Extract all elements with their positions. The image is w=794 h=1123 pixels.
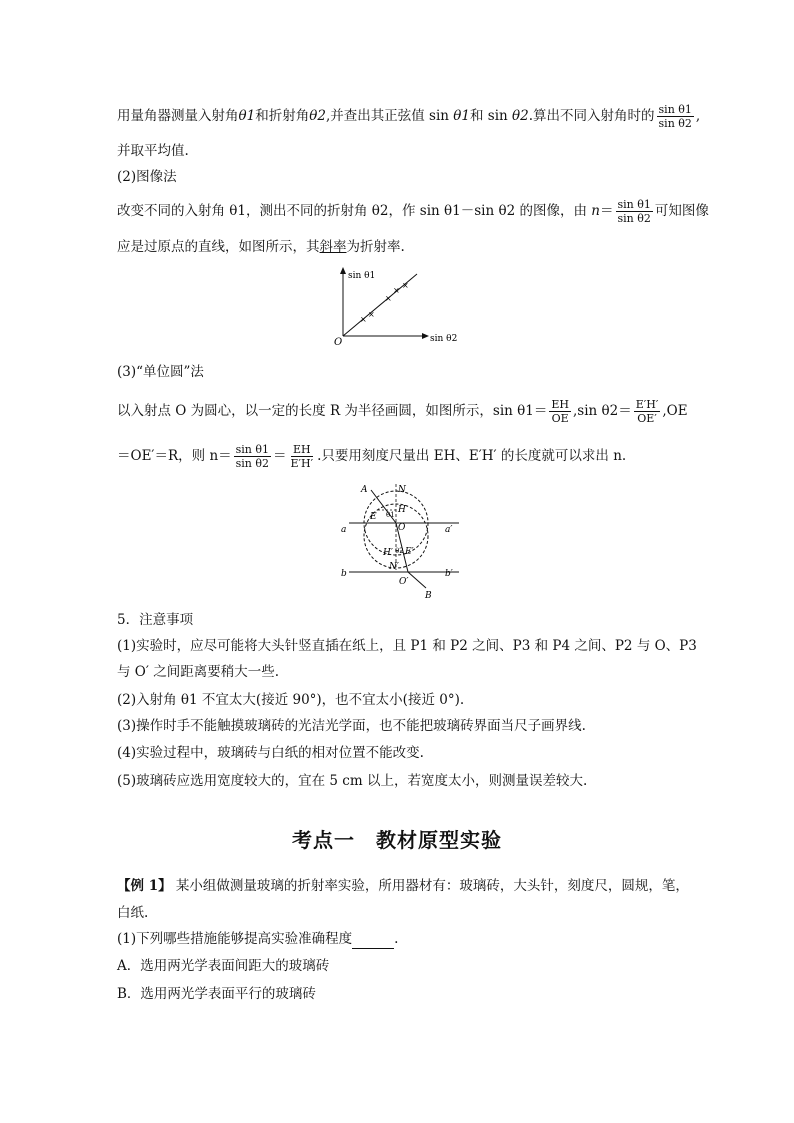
text-segment: 可知图像: [654, 203, 709, 219]
text-segment: 以入射点 O 为圆心，以一定的长度 R 为半径画圆，如图所示，sin θ1＝: [117, 403, 548, 419]
theta2-symbol: θ2: [512, 108, 529, 124]
sine1-fraction: [549, 398, 571, 425]
paragraph-slope: [117, 237, 405, 257]
text-segment: ,OE: [662, 403, 688, 419]
note-item: 与 O′ 之间距离要稍大一些.: [117, 664, 280, 680]
label-theta1: θ1: [386, 511, 395, 519]
label-O-prime: O′: [399, 577, 409, 587]
data-marker: ×: [393, 286, 400, 295]
paragraph-unit-circle-result: [117, 443, 626, 470]
equals-sign: ＝: [600, 203, 614, 219]
y-axis-arrow-icon: [340, 267, 346, 274]
underlined-slope: 斜率: [319, 239, 347, 255]
text-segment: ,并查出其正弦值 sin: [325, 108, 454, 124]
fraction-denominator: sin θ2: [235, 457, 270, 470]
label-a: a: [341, 525, 347, 535]
length-ratio-fraction: [289, 443, 316, 470]
question-end: .: [394, 931, 399, 947]
example-1-intro: [117, 876, 689, 896]
fraction-numerator: sin θ1: [235, 443, 270, 456]
x-axis-arrow-icon: [422, 333, 429, 339]
label-b: b: [341, 569, 347, 579]
note-item: (5)玻璃砖应选用宽度较大的，宜在 5 cm 以上，若宽度太小，则测量误差较大.: [117, 773, 588, 789]
text-segment: ＝OE′＝R，则 n＝: [117, 448, 232, 464]
fraction-denominator: OE: [551, 412, 569, 425]
paragraph-graph-method: [117, 198, 709, 225]
label-H-prime: H′: [383, 548, 393, 558]
note-item: (3)操作时手不能触摸玻璃砖的光洁光学面，也不能把玻璃砖界面当尺子画界线.: [117, 718, 586, 734]
paragraph-measure-angles: [117, 103, 700, 130]
text-segment: 应是过原点的直线，如图所示，其: [117, 239, 320, 255]
sine-ratio-fraction: [616, 198, 653, 225]
example-1-intro-cont: 白纸.: [117, 905, 149, 921]
text-segment: .算出不同入射角时的: [528, 108, 655, 124]
option-b[interactable]: B．选用两光学表面平行的玻璃砖: [117, 986, 316, 1002]
text-segment: ,sin θ2＝: [572, 403, 632, 419]
text-segment: 和 sin: [469, 108, 513, 124]
note-item: (1)实验时，应尽可能将大头针竖直插在纸上，且 P1 和 P2 之间、P3 和 P4 之间、P2 与 O、P3: [117, 638, 697, 654]
label-theta2: θ2: [395, 547, 404, 555]
section-title-unit-circle: (3)“单位圆”法: [117, 364, 204, 380]
label-O: O: [398, 523, 406, 533]
equals-sign: ＝: [273, 448, 287, 464]
paragraph-average: 并取平均值.: [117, 143, 189, 159]
section-title-notes: 5．注意事项: [117, 612, 194, 628]
text-segment: 和折射角: [255, 108, 310, 124]
fraction-numerator: E′H′: [635, 398, 659, 411]
sine-graph-figure: [330, 264, 470, 348]
note-item: (4)实验过程中，玻璃砖与白纸的相对位置不能改变.: [117, 745, 424, 761]
note-item: (2)入射角 θ1 不宜太大(接近 90°)，也不宜太小(接近 0°).: [117, 692, 465, 708]
answer-blank[interactable]: [352, 934, 394, 949]
label-B: B: [425, 591, 432, 601]
emergent-ray: [408, 572, 426, 588]
sine-ratio-fraction: [234, 443, 271, 470]
fraction-denominator: OE′: [637, 412, 657, 425]
origin-label: O: [334, 337, 343, 348]
y-axis-label: sin θ1: [348, 271, 376, 281]
text-segment: ,: [695, 108, 701, 124]
fraction-numerator: sin θ1: [658, 103, 692, 116]
label-E-prime: E′: [405, 547, 414, 557]
fraction-denominator: sin θ2: [658, 117, 692, 130]
data-marker: ×: [385, 294, 392, 303]
paragraph-unit-circle: [117, 398, 688, 425]
data-marker: ×: [360, 315, 367, 324]
text-segment: 改变不同的入射角 θ1，测出不同的折射角 θ2，作 sin θ1－sin θ2 的图像，由: [117, 203, 592, 219]
text-segment: 为折射率.: [346, 239, 405, 255]
unit-circle-refraction-figure: [335, 478, 465, 602]
fraction-numerator: EH: [551, 398, 569, 411]
label-a-prime: a′: [445, 525, 453, 535]
fraction-denominator: E′H′: [290, 457, 314, 470]
section-title-graph-method: (2)图像法: [117, 169, 177, 185]
label-b-prime: b′: [445, 569, 453, 579]
label-H: H: [398, 505, 406, 515]
data-marker: ×: [368, 310, 375, 319]
theta2-symbol: θ2: [309, 108, 326, 124]
fraction-denominator: sin θ2: [617, 212, 651, 225]
text-segment: .只要用刻度尺量出 EH、E′H′ 的长度就可以求出 n.: [317, 448, 627, 464]
example-tag: 【例 1】: [117, 878, 172, 894]
label-N: N: [398, 485, 406, 495]
data-marker: ×: [402, 281, 409, 290]
question-1: [117, 929, 398, 949]
label-E: E: [370, 512, 377, 522]
option-a[interactable]: A．选用两光学表面间距大的玻璃砖: [117, 958, 330, 974]
text-segment: 用量角器测量入射角: [117, 108, 239, 124]
n-symbol: n: [591, 203, 600, 219]
fraction-numerator: EH: [293, 443, 311, 456]
label-N-prime: N′: [389, 562, 399, 572]
theta1-symbol: θ1: [453, 108, 470, 124]
section-heading: 考点一 教材原型实验: [292, 828, 502, 852]
example-text: 某小组做测量玻璃的折射率实验，所用器材有：玻璃砖，大头针，刻度尺，圆规，笔，: [171, 878, 689, 894]
fraction-numerator: sin θ1: [617, 198, 651, 211]
label-A: A: [361, 485, 368, 495]
sine-ratio-fraction: [657, 103, 694, 130]
x-axis-label: sin θ2: [430, 334, 458, 344]
theta1-symbol: θ1: [238, 108, 256, 124]
question-text: (1)下列哪些措施能够提高实验准确程度: [117, 931, 353, 947]
sine2-fraction: [634, 398, 661, 425]
